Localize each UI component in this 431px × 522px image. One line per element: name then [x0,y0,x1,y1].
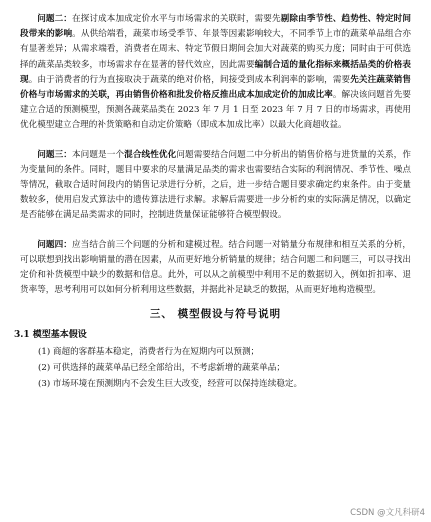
problem-two-paragraph [20,12,411,134]
problem-two-text-1: 在探讨成本加成定价水平与市场需求的关联时，需要先 [71,14,281,24]
assumption-item: (2) 可供选择的蔬菜单品已经全部给出，不考虑新增的蔬菜单品； [38,363,285,374]
problem-three-label: 问题三： [37,149,72,160]
assumption-item: (3) 市场环境在预测期内不会发生巨大改变，经营可以保持连续稳定。 [38,379,303,390]
problem-three-emphasis: 混合线性优化 [124,149,177,160]
problem-four-label: 问题四： [37,239,72,250]
subsection-heading: 3.1 模型基本假设 [14,330,87,341]
problem-two-text-3: 。由于消费者的行为直接取决于蔬菜的绝对价格，间接受到成本利润率的影响，需要 [28,74,351,85]
problem-two-emphasis-1: 剔除由季节性、趋势性、特定时间段带来的影响 [20,14,411,40]
spacer [20,224,411,238]
problem-two-emphasis-3: 先关注蔬菜销售价格与市场需求的关联，再由销售价格和批发价格反推出成本加成定价的加成比率 [20,74,411,101]
section-heading: 三、 模型假设与符号说明 [149,308,282,321]
problem-four-text: 应当结合前三个问题的分析和建模过程。结合问题一对销量分布规律和相互关系的分析，可以联想到找出影响销量的潜在因素，从而更好地分析销量的规律；结合问题二和问题三，可以寻找出定价和补货模型中缺少的数据和信息。此外，可以从之前模型中利用不足的数据切入，例如折扣率、退货率等，思考利用可以如何分析利用这些数据，并据此补足缺乏的数据，从而更好地构造模型。 [20,239,411,296]
problem-two-text-4: 。解决该问题首先要建立合适的预测模型，预测各蔬菜品类在 2023 年 7 月 1 日至 2023 年 7 月 7 日的市场需求，再使用优化模型建立合理的补货策略和自动定价策略（即成本加成比率）以最大化商超收益。 [20,90,411,131]
problem-three-text-2: 问题需要结合问题二中分析出的销售价格与进货量的关系，作为变量间的条件。同时，题目中要求的尽量满足品类的需求也需要结合实际的利润情况、季节性、噪点等情况，截取合适时间段内的销售记录进行分析，之后，进一步结合题目要求确定约束条件。由于变量数较多，使用启发式算法中的遗传算法进行求解。求解后需要进一步分析约束的实际满足情况，以确定是否能够在满足品类需求的同时，控制进货量保证能够符合模型假设。 [20,149,411,221]
spacer [20,134,411,148]
watermark-text: CSDN @文凡科研4 [350,508,425,518]
problem-two-text-2: 。从供给端看，蔬菜市场受季节、年景等因素影响较大，不同季节上市的蔬菜单品组合亦有显著差异；从需求端看，消费者在周末、特定节假日期间会加大对蔬菜的购买力度；同时由于可供选择的蔬菜品类较多，市场需求存在显著的替代效应，因此需要 [20,29,411,70]
problem-two-emphasis-2: 编制合适的量化指标来概括品类的价格表现 [20,59,411,85]
problem-three-text-1: 本问题是一个 [71,149,125,160]
problem-four-paragraph [20,238,411,299]
assumption-item: (1) 商超的客群基本稳定，消费者行为在短期内可以预测； [38,347,260,358]
problem-two-label: 问题二： [37,14,72,24]
problem-three-paragraph [20,148,411,224]
